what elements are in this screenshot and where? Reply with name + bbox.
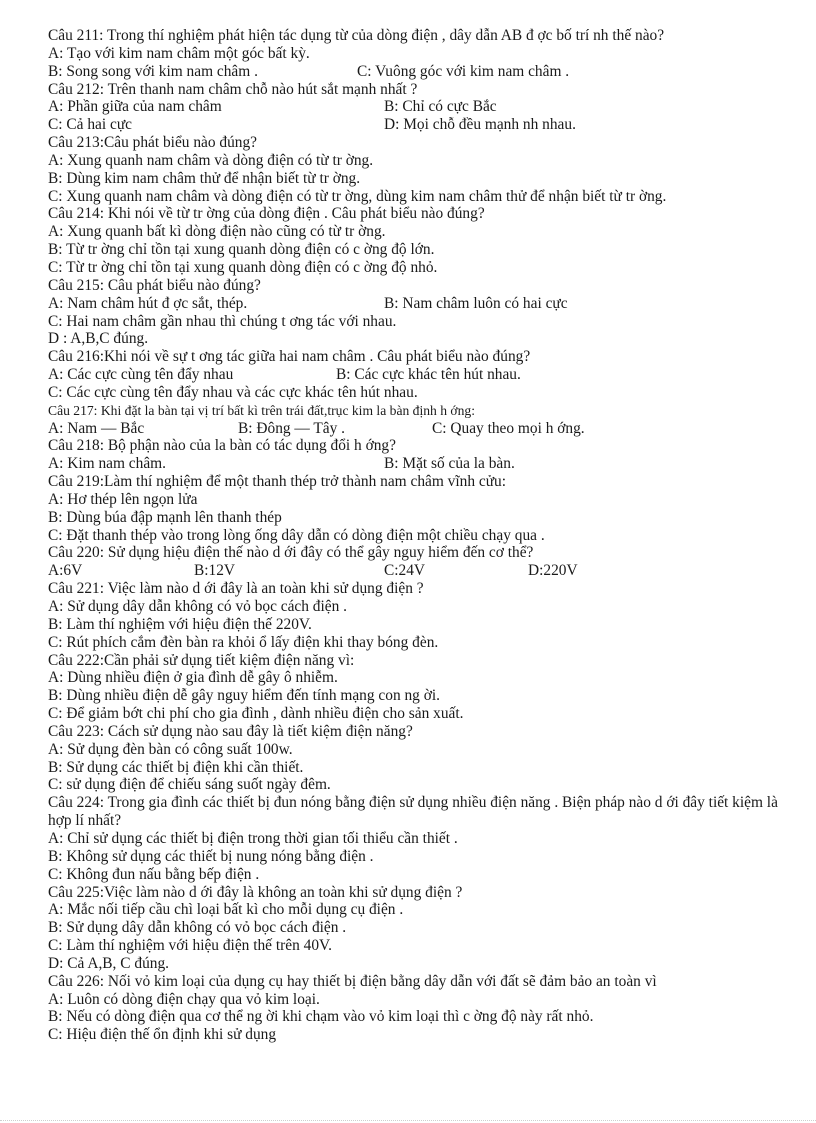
answer-option: B: Nam châm luôn có hai cực: [384, 294, 568, 312]
question-line: Câu 211: Trong thí nghiệm phát hiện tác dụng từ của dòng điện , dây dẫn AB đ ợc bố trí nh thế nào?: [48, 27, 665, 44]
answer-line: B: Sử dụng các thiết bị điện khi cần thiết.: [48, 758, 304, 776]
answer-line: A: Luôn có dòng điện chạy qua vỏ kim loại.: [48, 990, 320, 1008]
question-line: Câu 221: Việc làm nào d ới đây là an toàn khi sử dụng điện ?: [48, 580, 424, 598]
answer-line: A: Xung quanh bất kì dòng điện nào cũng có từ tr ờng.: [48, 223, 386, 241]
answer-line: C: Hiệu điện thế ổn định khi sử dụng: [48, 1026, 277, 1044]
answer-option: B: Các cực khác tên hút nhau.: [336, 366, 521, 384]
answer-line: A: Sử dụng dây dẫn không có vỏ bọc cách điện .: [48, 598, 347, 615]
answer-option: D:220V: [528, 562, 578, 580]
answer-line: B: Sử dụng dây dẫn không có vỏ bọc cách điện .: [48, 919, 347, 937]
answer-option: B: Chỉ có cực Bắc: [384, 98, 497, 116]
answer-line: C: Rút phích cắm đèn bàn ra khỏi ổ lấy điện khi thay bóng đèn.: [48, 633, 439, 651]
answer-line: A: Chỉ sử dụng các thiết bị điện trong thời gian tối thiểu cần thiết .: [48, 829, 458, 847]
answer-option: D: Mọi chỗ đều mạnh nh nhau.: [384, 116, 576, 134]
answer-line: B: Làm thí nghiệm với hiệu điện thế 220V.: [48, 615, 312, 633]
answer-line: [48, 366, 788, 384]
answer-option: A: Kim nam châm.: [48, 455, 166, 473]
page-bottom-rule: [0, 1120, 816, 1121]
answer-option: C: Cả hai cực: [48, 116, 132, 134]
answer-line: D: Cả A,B, C đúng.: [48, 954, 169, 972]
question-line: Câu 225:Việc làm nào d ới đây là không an toàn khi sử dụng điện ?: [48, 883, 463, 901]
answer-line: B: Không sử dụng các thiết bị nung nóng bằng điện .: [48, 847, 374, 865]
question-line: Câu 220: Sử dụng hiệu điện thế nào d ới đây có thể gây nguy hiểm đến cơ thể?: [48, 544, 534, 562]
answer-line: [48, 455, 788, 473]
answer-line: A: Mắc nối tiếp cầu chì loại bất kì cho mỗi dụng cụ điện .: [48, 901, 404, 919]
question-line: Câu 219:Làm thí nghiệm để một thanh thép trở thành nam châm vĩnh cửu:: [48, 473, 507, 491]
answer-line: B: Từ tr ờng chỉ tồn tại xung quanh dòng điện có c ờng độ lớn.: [48, 241, 435, 259]
question-list: [48, 27, 788, 1044]
answer-line: C: Từ tr ờng chỉ tồn tại xung quanh dòng điện có c ờng độ nhỏ.: [48, 258, 438, 276]
question-line: Câu 218: Bộ phận nào của la bàn có tác dụng đổi h ớng?: [48, 437, 396, 455]
question-line: Câu 226: Nối vỏ kim loại của dụng cụ hay thiết bị điện bằng dây dẫn với đất sẽ đảm bảo an toàn vì: [48, 972, 657, 990]
answer-line: A: Xung quanh nam châm và dòng điện có từ tr ờng.: [48, 151, 374, 169]
answer-line: [48, 98, 788, 116]
answer-line: C: Đặt thanh thép vào trong lòng ống dây dẫn có dòng điện một chiều chạy qua .: [48, 526, 545, 544]
answer-line: C: Các cực cùng tên đẩy nhau và các cực khác tên hút nhau.: [48, 383, 418, 401]
answer-line: [48, 420, 788, 438]
question-line: Câu 224: Trong gia đình các thiết bị đun nóng bằng điện sử dụng nhiều điện năng . Biện pháp nào d ới đây tiết kiệm là hợp lí nhất?: [48, 794, 778, 830]
answer-line: A: Sử dụng đèn bàn có công suất 100w.: [48, 740, 293, 758]
answer-line: C: Hai nam châm gần nhau thì chúng t ơng tác với nhau.: [48, 312, 397, 330]
answer-option: A:6V: [48, 562, 83, 580]
answer-line: [48, 562, 788, 580]
answer-line: [48, 295, 788, 313]
answer-option: A: Phần giữa của nam châm: [48, 98, 222, 116]
answer-line: A: Dùng nhiều điện ở gia đình dễ gây ô nhiễm.: [48, 669, 338, 687]
answer-option: A: Các cực cùng tên đẩy nhau: [48, 366, 234, 384]
answer-line: C: Không đun nấu bằng bếp điện .: [48, 865, 260, 883]
question-line: Câu 215: Câu phát biểu nào đúng?: [48, 276, 261, 294]
answer-option: B: Mặt số của la bàn.: [384, 455, 515, 473]
answer-line: B: Dùng nhiều điện dễ gây nguy hiểm đến tính mạng con ng ời.: [48, 687, 440, 705]
answer-line: C: Xung quanh nam châm và dòng điện có từ tr ờng, dùng kim nam châm thử để nhận biết từ tr ờng.: [48, 187, 667, 205]
answer-option: C: Vuông góc với kim nam châm .: [357, 62, 570, 80]
answer-option: C:24V: [384, 562, 426, 580]
answer-line: A: Hơ thép lên ngọn lửa: [48, 490, 198, 508]
answer-line: D : A,B,C đúng.: [48, 330, 149, 348]
answer-option: A: Nam — Bắc: [48, 419, 145, 437]
question-line: Câu 214: Khi nói về từ tr ờng của dòng điện . Câu phát biểu nào đúng?: [48, 205, 485, 223]
question-line: Câu 223: Cách sử dụng nào sau đây là tiết kiệm điện năng?: [48, 722, 413, 740]
answer-line: C: sử dụng điện để chiếu sáng suốt ngày đêm.: [48, 776, 331, 794]
answer-line: B: Dùng búa đập mạnh lên thanh thép: [48, 508, 282, 526]
answer-line: C: Làm thí nghiệm với hiệu điện thế trên 40V.: [48, 937, 332, 955]
answer-option: B: Đông — Tây .: [238, 419, 346, 437]
answer-line: B: Nếu có dòng điện qua cơ thể ng ời khi chạm vào vỏ kim loại thì c ờng độ này rất nhỏ.: [48, 1008, 594, 1026]
answer-option: A: Nam châm hút đ ợc sắt, thép.: [48, 294, 248, 312]
answer-option: C: Quay theo mọi h ớng.: [432, 419, 585, 437]
answer-line: [48, 116, 788, 134]
question-line: Câu 217: Khi đặt la bàn tại vị trí bất kì trên trái đất,trục kim la bàn định h ớng:: [48, 402, 475, 418]
answer-option: B: Song song với kim nam châm .: [48, 62, 258, 80]
answer-option: B:12V: [194, 562, 236, 580]
question-line: Câu 222:Cần phải sử dụng tiết kiệm điện năng vì:: [48, 651, 355, 669]
question-line: Câu 216:Khi nói về sự t ơng tác giữa hai nam châm . Câu phát biểu nào đúng?: [48, 348, 531, 366]
answer-line: C: Để giảm bớt chi phí cho gia đình , dành nhiều điện cho sản xuất.: [48, 705, 464, 723]
question-line: Câu 213:Câu phát biểu nào đúng?: [48, 134, 258, 152]
question-line: Câu 212: Trên thanh nam châm chỗ nào hút sắt mạnh nhất ?: [48, 80, 418, 98]
answer-line: [48, 63, 788, 81]
answer-line: B: Dùng kim nam châm thử để nhận biết từ tr ờng.: [48, 169, 361, 187]
answer-line: A: Tạo với kim nam châm một góc bất kỳ.: [48, 44, 310, 62]
